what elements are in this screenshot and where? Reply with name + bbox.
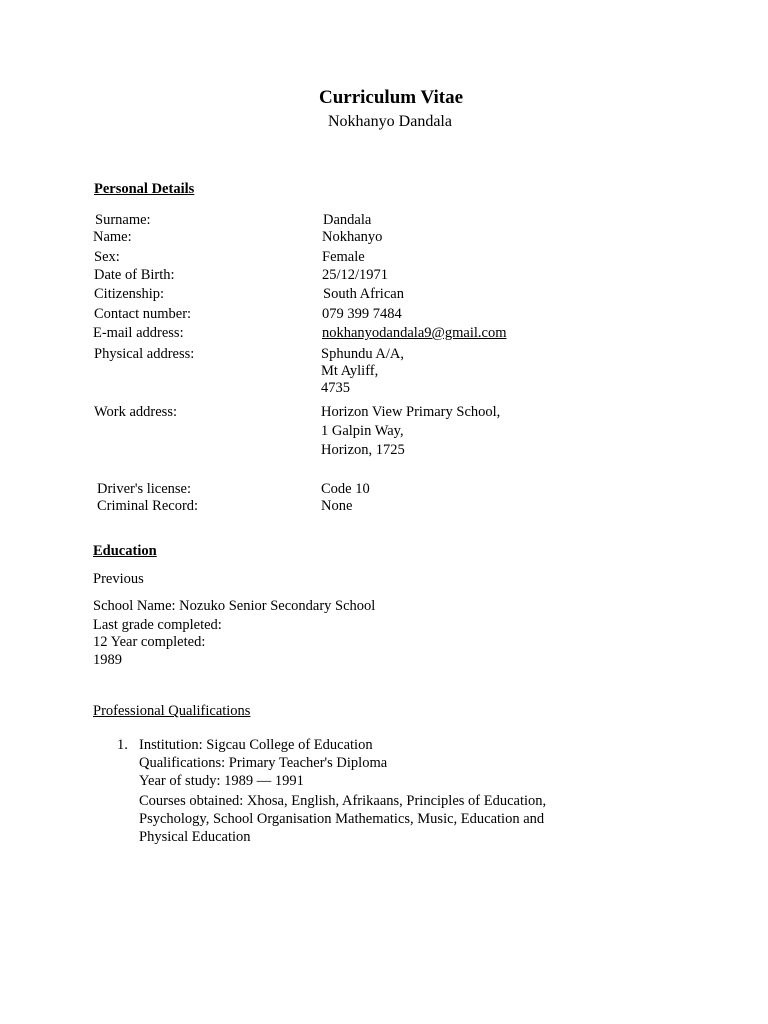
qualification-line: Qualifications: Primary Teacher's Diploma	[139, 755, 388, 771]
physical-address-line: Sphundu A/A,	[321, 346, 404, 362]
email-label: E-mail address:	[93, 325, 184, 341]
education-line: 12 Year completed:	[93, 634, 206, 650]
section-heading-personal-details: Personal Details	[94, 181, 195, 197]
education-line: School Name: Nozuko Senior Secondary School	[93, 598, 376, 614]
contact-number-value: 079 399 7484	[322, 306, 402, 322]
section-heading-professional-qualifications: Professional Qualifications	[93, 703, 251, 719]
criminal-record-value: None	[321, 498, 353, 514]
work-address-label: Work address:	[94, 404, 177, 420]
work-address-line: Horizon, 1725	[321, 442, 405, 458]
email-link[interactable]: nokhanyodandala9@gmail.com	[322, 325, 507, 341]
qualification-line: Psychology, School Organisation Mathematics, Music, Education and	[139, 811, 545, 827]
sex-value: Female	[322, 249, 365, 265]
contact-number-label: Contact number:	[94, 306, 192, 322]
name-label: Name:	[93, 229, 132, 245]
name-value: Nokhanyo	[322, 229, 383, 245]
citizenship-value: South African	[323, 286, 404, 302]
sex-label: Sex:	[94, 249, 120, 265]
education-previous: Previous	[93, 571, 144, 587]
education-line: Last grade completed:	[93, 617, 222, 633]
qualification-line: Year of study: 1989 — 1991	[139, 773, 304, 789]
dob-label: Date of Birth:	[94, 267, 175, 283]
physical-address-line: 4735	[321, 380, 350, 396]
applicant-name: Nokhanyo Dandala	[328, 113, 452, 130]
drivers-license-label: Driver's license:	[97, 481, 192, 497]
physical-address-line: Mt Ayliff,	[321, 363, 379, 379]
drivers-license-value: Code 10	[321, 481, 370, 497]
qualification-line: Courses obtained: Xhosa, English, Afrikaans, Principles of Education,	[139, 793, 547, 809]
physical-address-label: Physical address:	[94, 346, 195, 362]
work-address-line: Horizon View Primary School,	[321, 404, 501, 420]
dob-value: 25/12/1971	[322, 267, 389, 283]
qualification-line: Physical Education	[139, 829, 251, 845]
document-title: Curriculum Vitae	[319, 87, 464, 108]
surname-value: Dandala	[323, 212, 372, 228]
citizenship-label: Citizenship:	[94, 286, 165, 302]
surname-label: Surname:	[95, 212, 151, 228]
criminal-record-label: Criminal Record:	[97, 498, 199, 514]
education-line: 1989	[93, 652, 122, 668]
list-item-number: 1.	[117, 737, 128, 753]
qualification-line: Institution: Sigcau College of Education	[139, 737, 373, 753]
section-heading-education: Education	[93, 543, 157, 559]
work-address-line: 1 Galpin Way,	[321, 423, 404, 439]
